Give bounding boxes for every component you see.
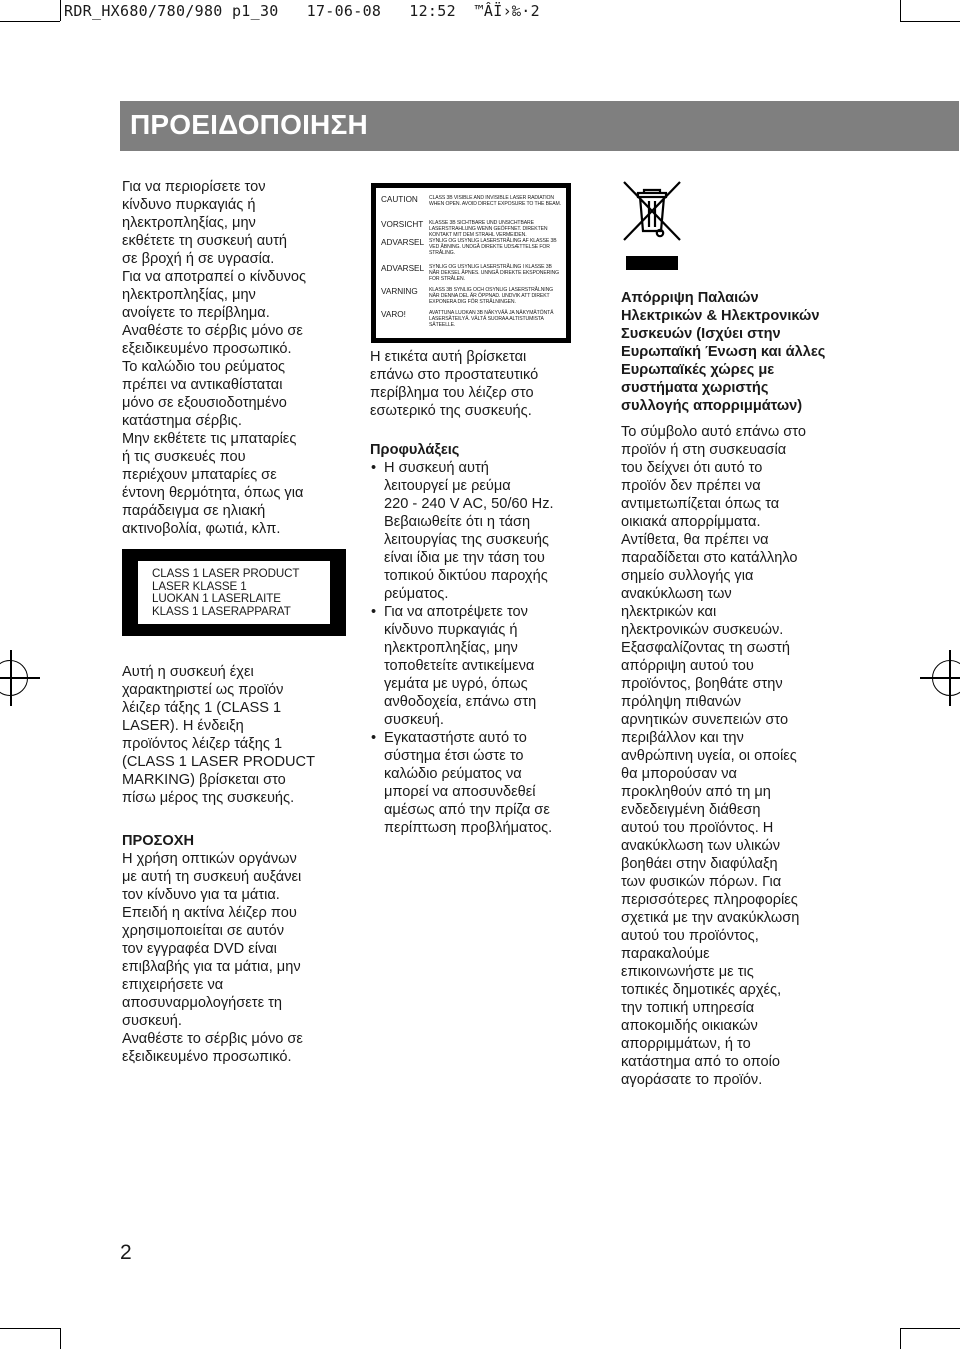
page-number: 2 — [120, 1241, 132, 1264]
text-line: περισσότερες πληροφορίες — [621, 892, 798, 908]
text-line: εξειδικευμένο προσωπικό. — [122, 1049, 292, 1065]
text-line: πίσω μέρος της συσκευής. — [122, 790, 295, 806]
crossed-out-wheelie-bin-icon — [620, 179, 684, 243]
text-line: λέιζερ τάξης 1 (CLASS 1 — [122, 700, 282, 716]
text-line: Το καλώδιο του ρεύματος — [122, 359, 286, 375]
warning-label-language: ADVARSEL — [381, 238, 425, 247]
text-line: 220 - 240 V AC, 50/60 Hz. — [384, 496, 554, 512]
text-line: Βεβαιωθείτε ότι η τάση — [384, 514, 531, 530]
crop-mark — [0, 21, 60, 22]
text-line: Συσκευών (Ισχύει στην — [621, 326, 781, 342]
text-line: Το σύμβολο αυτό επάνω στο — [621, 424, 806, 440]
text-line: βοηθάει στην διαφύλαξη — [621, 856, 778, 872]
text-line: περιβάλλον και την — [621, 730, 744, 746]
text-line: κίνδυνο πυρκαγιάς ή — [384, 622, 518, 638]
text-line: προϊόντος λέιζερ τάξης 1 — [122, 736, 283, 752]
text-line: του δείχνει ότι αυτό το — [621, 460, 763, 476]
warning-label-text: KLASSE 3B SICHTBARE UND UNSICHTBARE LASERSTRAHLUNG WENN GEÖFFNET. DIREKTEN KONTAKT MIT DEM STRAHL VERMEIDEN. — [429, 220, 548, 239]
text-line: ακτινοβολία, φωτιά, κλπ. — [122, 521, 281, 537]
text-line: Η χρήση οπτικών οργάνων — [122, 851, 297, 867]
text-line: παραδίδεται στο κατάλληλο — [621, 550, 798, 566]
weee-paragraph — [621, 423, 851, 1089]
laser-label-line: LASER KLASSE 1 — [152, 579, 247, 593]
caution-heading: ΠΡΟΣΟΧΗ — [122, 833, 195, 849]
text-line: Για να αποτραπεί ο κίνδυνος — [122, 269, 307, 285]
text-line: ανακύκλωση των — [621, 586, 732, 602]
text-line: μπορεί να αποσυνδεθεί — [384, 784, 536, 800]
text-line: Αναθέστε το σέρβις μόνο σε — [122, 1031, 303, 1047]
laser-label-line: CLASS 1 LASER PRODUCT — [152, 567, 300, 580]
text-line: αυτού του προϊόντος. Η — [621, 820, 774, 836]
text-line: την τοπική υπηρεσία — [621, 1000, 755, 1016]
text-line: σε βροχή ή σε υγρασία. — [122, 251, 275, 267]
column-middle — [370, 348, 592, 837]
precautions-list — [370, 459, 592, 837]
text-line: πρέπει να αντικαθίσταται — [122, 377, 283, 393]
warning-label-text: KLASS 3B SYNLIG OCH OSYNLIG LASERSTRÅLNING NÄR DENNA DEL ÄR ÖPPNAD. UNDVIK ATT DIREKT EXPONERA DIG FÖR STRÅLNINGEN. — [429, 287, 554, 306]
weee-black-bar — [626, 256, 678, 270]
section-title-bar — [120, 101, 959, 151]
class1-laser-label-inner — [137, 560, 331, 625]
text-line: Αναθέστε το σέρβις μόνο σε — [122, 323, 303, 339]
text-line: Για να αποτρέψετε τον — [384, 604, 528, 620]
crop-mark — [60, 0, 61, 21]
text-line: αποσυναρμολογήσετε τη — [122, 995, 283, 1011]
text-line: Για να περιορίσετε τον — [122, 179, 266, 195]
text-line: ανοίγετε το περίβλημα. — [122, 305, 270, 321]
text-line: Μην εκθέτετε τις μπαταρίες — [122, 431, 297, 447]
column-left — [122, 178, 352, 538]
text-line: Επειδή η ακτίνα λέιζερ που — [122, 905, 297, 921]
warning-label-language: VARO! — [381, 310, 406, 319]
text-line: χαρακτηριστεί ως προϊόν — [122, 682, 284, 698]
text-line: Εξασφαλίζοντας τη σωστή — [621, 640, 790, 656]
text-line: οικιακά απορρίμματα. — [621, 514, 761, 530]
text-line: σχετικά με την ανακύκλωση — [621, 910, 800, 926]
text-line: απόρριψη αυτού του — [621, 658, 754, 674]
text-line: επιχειρήσετε να — [122, 977, 224, 993]
crop-mark — [900, 1328, 901, 1349]
text-line: Ευρωπαϊκές χώρες με — [621, 362, 775, 378]
text-line: κατάστημα από το οποίο — [621, 1054, 780, 1070]
text-line: τοπικές δημοτικές αρχές, — [621, 982, 782, 998]
text-line: ρεύματος. — [384, 586, 449, 602]
text-line: (CLASS 1 LASER PRODUCT — [122, 754, 316, 770]
text-line: έντονη θερμότητα, όπως για — [122, 485, 304, 501]
text-line: Η ετικέτα αυτή βρίσκεται — [370, 349, 527, 365]
warning-paragraph — [122, 178, 352, 538]
text-line: ηλεκτροπληξίας, μην — [122, 287, 256, 303]
text-line: αρνητικών συνεπειών στο — [621, 712, 789, 728]
text-line: εκθέτετε τη συσκευή αυτή — [122, 233, 288, 249]
text-line: Η συσκευή αυτή — [384, 460, 489, 476]
text-line: προϊόντος, βοηθάτε στην — [621, 676, 783, 692]
text-line: MARKING) βρίσκεται στο — [122, 772, 286, 788]
text-line: γεμάτα με υγρό, όπως — [384, 676, 528, 692]
text-line: χρησιμοποιείται σε αυτόν — [122, 923, 285, 939]
crop-mark — [0, 1328, 60, 1329]
text-line: κατάστημα σέρβις. — [122, 413, 242, 429]
text-line: περίπτωση προβλήματος. — [384, 820, 553, 836]
print-slug — [64, 0, 540, 22]
crop-mark — [900, 1328, 960, 1329]
precautions-heading: Προφυλάξεις — [370, 442, 460, 458]
text-line: συστήματα χωριστής — [621, 380, 769, 396]
text-line: ανθρώπινη υγεία, οι οποίες — [621, 748, 797, 764]
text-line: εσωτερικό της συσκευής. — [370, 403, 532, 419]
weee-heading — [621, 289, 851, 415]
text-line: ή τις συσκευές που — [122, 449, 246, 465]
text-line: προϊόν ή στη συσκευασία — [621, 442, 787, 458]
text-line: αυτού του προϊόντος, — [621, 928, 759, 944]
text-line: επικοινωνήστε με τις — [621, 964, 754, 980]
text-line: ανθοδοχεία, επάνω στη — [384, 694, 537, 710]
text-line: μόνο σε εξουσιοδοτημένο — [122, 395, 287, 411]
text-line: ενδεδειγμένη διάθεση — [621, 802, 761, 818]
text-line: περίβλημα του λέιζερ στο — [370, 385, 534, 401]
text-line: λειτουργίας της συσκευής — [384, 532, 549, 548]
text-line: τοποθετείτε αντικείμενα — [384, 658, 535, 674]
laser-label-line: KLASS 1 LASERAPPARAT — [152, 604, 291, 618]
text-line: παράδειγμα σε ηλιακή — [122, 503, 266, 519]
text-line: ανακύκλωση των υλικών — [621, 838, 781, 854]
text-line: Εγκαταστήστε αυτό το — [384, 730, 527, 746]
text-line: λειτουργεί με ρεύμα — [384, 478, 511, 494]
warning-label-language: VARNING — [381, 287, 418, 296]
text-line: συσκευή. — [122, 1013, 182, 1029]
text-line: σύστημα έτσι ώστε το — [384, 748, 524, 764]
column-left-lower — [122, 663, 352, 1066]
warning-label-text: SYNLIG OG USYNLIG LASERSTRÅLING AF KLASSE 3B VED ÅBNING. UNDGÅ DIREKTE UDSÆTTELSE FOR STRÅLING. — [429, 238, 557, 257]
text-line: απορριμμάτων, ή το — [621, 1036, 751, 1052]
laser-warning-label — [371, 183, 571, 343]
text-line: αποκομιδής οικιακών — [621, 1018, 758, 1034]
text-line: πρόληψη πιθανών — [621, 694, 742, 710]
text-line: σημείο συλλογής για — [621, 568, 754, 584]
warning-label-language: VORSICHT — [381, 220, 424, 229]
text-line: ηλεκτρικών και — [621, 604, 717, 620]
text-line: ηλεκτρονικών συσκευών. — [621, 622, 784, 638]
text-line: περιέχουν μπαταρίες σε — [122, 467, 277, 483]
text-line: προκληθούν από τη μη — [621, 784, 771, 800]
text-line: Απόρριψη Παλαιών — [621, 290, 759, 306]
text-line: Αυτή η συσκευή έχει — [122, 664, 254, 680]
text-line: αντιμετωπίζεται όπως τα — [621, 496, 780, 512]
crop-mark — [60, 1328, 61, 1349]
text-line: LASER). Η ένδειξη — [122, 718, 244, 734]
text-line: Αντίθετα, θα πρέπει να — [621, 532, 769, 548]
warning-label-language: CAUTION — [381, 195, 418, 204]
slug-file: RDR_HX680/780/980 p1_30 — [64, 2, 279, 20]
text-line: παρακαλούμε — [621, 946, 710, 962]
text-line: επάνω στο προστατευτικό — [370, 367, 539, 383]
text-line: των φυσικών πόρων. Για — [621, 874, 782, 890]
text-line: θα μπορούσαν να — [621, 766, 737, 782]
text-line: ηλεκτροπληξίας, μην — [122, 215, 256, 231]
laser-class-paragraph — [122, 663, 352, 807]
text-line: Ευρωπαϊκή Ένωση και άλλες — [621, 344, 826, 360]
slug-page-code: ™ÂÏ›‰·2 — [474, 2, 540, 20]
class1-laser-label — [122, 549, 346, 636]
caution-paragraph — [122, 850, 352, 1066]
text-line: τοπικού δικτύου παροχής — [384, 568, 548, 584]
warning-label-text: SYNLIG OG USYNLIG LASERSTRÅLING I KLASSE 3B NÅR DEKSEL ÅPNES. UNNGÅ DIREKTE EKSPONERING FOR STRÅLEN. — [429, 264, 559, 283]
text-line: κίνδυνο πυρκαγιάς ή — [122, 197, 256, 213]
text-line: τον εγγραφέα DVD είναι — [122, 941, 277, 957]
text-line: προϊόν δεν πρέπει να — [621, 478, 761, 494]
text-line: τον κίνδυνο για τα μάτια. — [122, 887, 280, 903]
crop-mark — [900, 0, 901, 21]
warning-label-language: ADVARSEL — [381, 264, 425, 273]
list-item — [370, 603, 592, 729]
list-item — [370, 729, 592, 837]
text-line: αγοράσατε το προϊόν. — [621, 1072, 763, 1088]
text-line: εξειδικευμένο προσωπικό. — [122, 341, 292, 357]
column-right — [621, 289, 851, 1089]
text-line: με αυτή τη συσκευή αυξάνει — [122, 869, 302, 885]
text-line: ηλεκτροπληξίας, μην — [384, 640, 518, 656]
slug-date: 17-06-08 — [306, 2, 382, 20]
laser-label-line: LUOKAN 1 LASERLAITE — [152, 592, 281, 606]
slug-time: 12:52 — [409, 2, 456, 20]
warning-label-text: CLASS 3B VISIBLE AND INVISIBLE LASER RADIATION WHEN OPEN. AVOID DIRECT EXPOSURE TO THE BEAM. — [429, 195, 562, 208]
text-line: Ηλεκτρικών & Ηλεκτρονικών — [621, 308, 820, 324]
text-line: αμέσως από την πρίζα σε — [384, 802, 550, 818]
warning-label-text: AVATTUNA LUOKAN 3B NÄKYVÄÄ JA NÄKYMÄTÖNTÄ LASERSÄTEILYÄ. VÄLTÄ SUORAA ALTISTUMISTA SÄTEELLE. — [429, 310, 554, 329]
text-line: καλώδιο ρεύματος να — [384, 766, 522, 782]
list-item — [370, 459, 592, 603]
label-location-paragraph — [370, 348, 592, 420]
text-line: συλλογής απορριμμάτων) — [621, 398, 803, 414]
text-line: συσκευή. — [384, 712, 444, 728]
text-line: επιβλαβής για τα μάτια, μην — [122, 959, 301, 975]
crop-mark — [900, 21, 960, 22]
page-title: ΠΡΟΕΙΔΟΠΟΙΗΣΗ — [130, 109, 368, 140]
text-line: είναι ίδια με την τάση του — [384, 550, 545, 566]
